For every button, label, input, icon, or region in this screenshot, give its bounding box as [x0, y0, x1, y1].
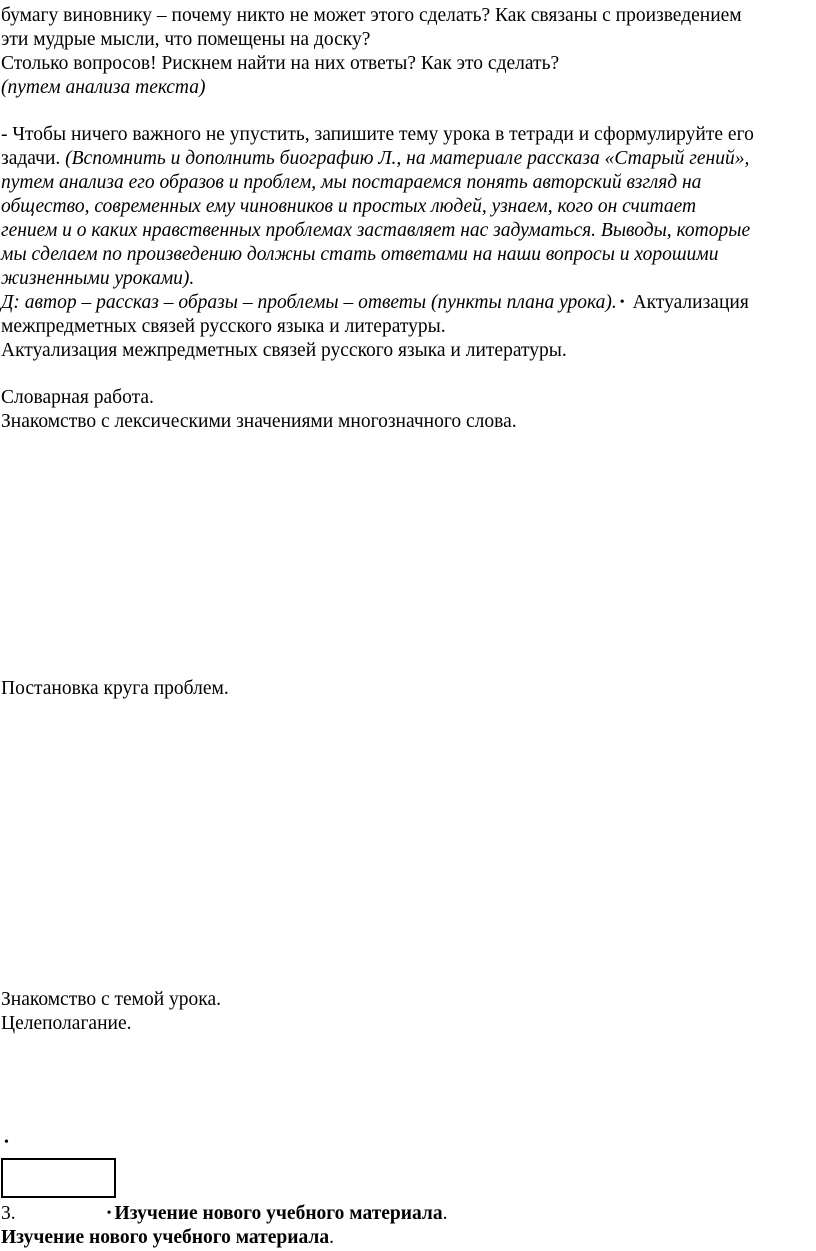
- task-italic-line: жизненными уроками).: [1, 268, 195, 289]
- bullet-icon: •: [106, 1206, 112, 1221]
- section-3-title: Изучение нового учебного материала: [114, 1203, 443, 1224]
- new-material-period: .: [329, 1227, 334, 1248]
- problems-heading: Постановка круга проблем.: [1, 678, 229, 699]
- section-3-period: .: [442, 1203, 448, 1224]
- intro-italic: (путем анализа текста): [1, 77, 206, 98]
- task-line-2-plain: задачи.: [1, 148, 66, 169]
- topic-heading: Знакомство с темой урока.: [1, 989, 222, 1010]
- goal-heading: Целеполагание.: [1, 1013, 132, 1034]
- vocab-desc: Знакомство с лексическими значениями многозначного слова.: [1, 411, 517, 432]
- plan-line: [1, 291, 749, 317]
- bullet-icon: •: [4, 1135, 9, 1150]
- task-italic-line: общество, современных ему чиновников и простых людей, узнаем, кого он считает: [1, 196, 697, 217]
- task-italic-line: мы сделаем по произведению должны стать ответами на наши вопросы и хорошими: [1, 244, 719, 265]
- actualization-tail: Актуализация: [627, 292, 749, 313]
- intro-line-1: бумагу виновнику – почему никто не может этого сделать? Как связаны с произведением: [1, 5, 742, 26]
- section-3-line: [1, 1202, 448, 1228]
- intro-line-2: эти мудрые мысли, что помещены на доску?: [1, 29, 371, 50]
- bullet-icon: •: [619, 295, 625, 310]
- task-italic-line: гением и о каких нравственных проблемах заставляет нас задуматься. Выводы, которые: [1, 220, 751, 241]
- task-line-1: - Чтобы ничего важного не упустить, запишите тему урока в тетради и сформулируйте его: [1, 124, 754, 145]
- new-material-line: [1, 1226, 334, 1250]
- intro-line-3: Столько вопросов! Рискнем найти на них ответы? Как это сделать?: [1, 53, 560, 74]
- task-line-2: [1, 147, 749, 171]
- plan-italic: Д: автор – рассказ – образы – проблемы – ответы (пункты плана урока).: [1, 292, 617, 313]
- vocab-title: Словарная работа.: [1, 387, 154, 408]
- task-italic-line: путем анализа его образов и проблем, мы постараемся понять авторский взгляд на: [1, 172, 702, 193]
- empty-frame-box: [1, 1158, 116, 1198]
- task-line-2-italic: (Вспомнить и дополнить биографию Л., на материале рассказа «Старый гений»,: [65, 148, 750, 169]
- actualization-full: Актуализация межпредметных связей русского языка и литературы.: [1, 340, 567, 361]
- section-number: 3.: [1, 1203, 16, 1224]
- new-material-title: Изучение нового учебного материала: [1, 1227, 330, 1248]
- actualization-line-2: межпредметных связей русского языка и литературы.: [1, 316, 446, 337]
